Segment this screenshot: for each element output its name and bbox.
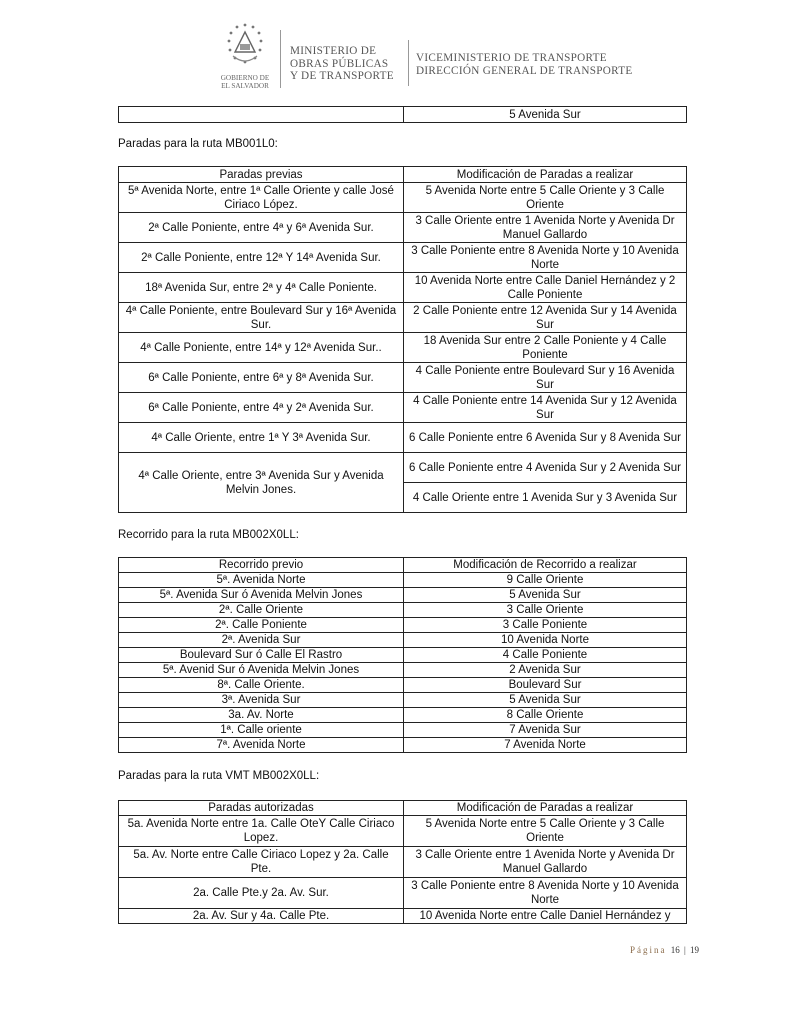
table-cell: 5 Avenida Sur — [404, 107, 687, 123]
table-row — [119, 303, 687, 333]
section-caption: Paradas para la ruta VMT MB002X0LL: — [118, 770, 320, 782]
table-cell: 5ª. Avenida Sur ó Avenida Melvin Jones — [119, 588, 404, 603]
table-row — [119, 363, 687, 393]
table-cell: 4 Calle Oriente entre 1 Avenida Sur y 3 Avenida Sur — [404, 483, 687, 513]
table-row — [119, 909, 687, 924]
vice-ministry-name — [416, 52, 633, 78]
table-row — [119, 107, 687, 123]
ministry-name — [290, 45, 394, 83]
table-cell: 10 Avenida Norte entre Calle Daniel Hernández y — [404, 909, 687, 924]
table-cell: Boulevard Sur ó Calle El Rastro — [119, 648, 404, 663]
table-row — [119, 603, 687, 618]
column-header: Modificación de Paradas a realizar — [404, 801, 687, 816]
table-cell: 2ª. Calle Poniente — [119, 618, 404, 633]
table-row — [119, 213, 687, 243]
table-cell: 4 Calle Poniente entre 14 Avenida Sur y 12 Avenida Sur — [404, 393, 687, 423]
table-row — [119, 878, 687, 909]
table-cell: 2a. Av. Sur y 4a. Calle Pte. — [119, 909, 404, 924]
column-header: Recorrido previo — [119, 558, 404, 573]
table-cell: 2 Avenida Sur — [404, 663, 687, 678]
table-cell: 7 Avenida Norte — [404, 738, 687, 753]
table-cell: 7 Avenida Sur — [404, 723, 687, 738]
column-header: Modificación de Recorrido a realizar — [404, 558, 687, 573]
ministry-line-2: OBRAS PÚBLICAS — [290, 57, 389, 70]
table-cell: 4ª Calle Oriente, entre 1ª Y 3ª Avenida Sur. — [119, 423, 404, 453]
column-header: Modificación de Paradas a realizar — [404, 167, 687, 183]
coat-of-arms-icon — [218, 22, 272, 72]
table-cell: 18 Avenida Sur entre 2 Calle Poniente y 4 Calle Poniente — [404, 333, 687, 363]
table-cell: 4 Calle Poniente entre Boulevard Sur y 16 Avenida Sur — [404, 363, 687, 393]
table-cell: 4 Calle Poniente — [404, 648, 687, 663]
table-row — [119, 423, 687, 453]
table-cell: 3 Calle Oriente entre 1 Avenida Norte y Avenida Dr Manuel Gallardo — [404, 847, 687, 878]
table-cell: 1ª. Calle oriente — [119, 723, 404, 738]
table-row — [119, 243, 687, 273]
table-cell: 6 Calle Poniente entre 4 Avenida Sur y 2 Avenida Sur — [404, 453, 687, 483]
header-divider — [280, 30, 281, 88]
table-row — [119, 633, 687, 648]
table-cell: 5a. Avenida Norte entre 1a. Calle OteY Calle Ciriaco Lopez. — [119, 816, 404, 847]
table-cell: 4ª Calle Poniente, entre Boulevard Sur y 16ª Avenida Sur. — [119, 303, 404, 333]
page-separator: | — [683, 945, 686, 955]
table-cell: 5a. Av. Norte entre Calle Ciriaco Lopez y 2a. Calle Pte. — [119, 847, 404, 878]
vice-line-2: DIRECCIÓN GENERAL DE TRANSPORTE — [416, 65, 633, 77]
page-number: 16 — [670, 945, 680, 955]
table-header-row — [119, 167, 687, 183]
table-cell: 5 Avenida Sur — [404, 588, 687, 603]
table-row — [119, 847, 687, 878]
table-row — [119, 453, 687, 483]
page-footer — [630, 945, 699, 955]
table-cell — [119, 107, 404, 123]
table-row — [119, 393, 687, 423]
table-row — [119, 738, 687, 753]
table-cell: 5 Avenida Sur — [404, 693, 687, 708]
table-cell: 3ª. Avenida Sur — [119, 693, 404, 708]
page-total: 19 — [690, 945, 699, 955]
table-cell: 2ª Calle Poniente, entre 4ª y 6ª Avenida Sur. — [119, 213, 404, 243]
table-cell: 2ª. Avenida Sur — [119, 633, 404, 648]
table-cell: 4ª Calle Oriente, entre 3ª Avenida Sur y Avenida Melvin Jones. — [119, 453, 404, 513]
table-header-row — [119, 801, 687, 816]
table-row — [119, 678, 687, 693]
table-cell: 8ª. Calle Oriente. — [119, 678, 404, 693]
table-cell: 6 Calle Poniente entre 6 Avenida Sur y 8 Avenida Sur — [404, 423, 687, 453]
ministry-line-3: Y DE TRANSPORTE — [290, 70, 394, 82]
table-cell: 3 Calle Poniente — [404, 618, 687, 633]
table-cell: 7ª. Avenida Norte — [119, 738, 404, 753]
table-cell: 9 Calle Oriente — [404, 573, 687, 588]
table-row — [119, 693, 687, 708]
table-row — [119, 573, 687, 588]
table-cell: 5ª. Avenida Norte — [119, 573, 404, 588]
document-header — [212, 20, 632, 102]
table-cell: 5 Avenida Norte entre 5 Calle Oriente y 3 Calle Oriente — [404, 816, 687, 847]
column-header: Paradas autorizadas — [119, 801, 404, 816]
column-header: Paradas previas — [119, 167, 404, 183]
stops-table-mb001l0 — [118, 166, 687, 513]
table-cell: 10 Avenida Norte — [404, 633, 687, 648]
header-divider-2 — [408, 40, 409, 86]
page-label: Página — [629, 945, 667, 955]
table-row — [119, 183, 687, 213]
table-cell: 3 Calle Poniente entre 8 Avenida Norte y 10 Avenida Norte — [404, 243, 687, 273]
table-cell: Boulevard Sur — [404, 678, 687, 693]
table-row — [119, 816, 687, 847]
table-cell: 4ª Calle Poniente, entre 14ª y 12ª Avenida Sur.. — [119, 333, 404, 363]
table-row — [119, 588, 687, 603]
table-row — [119, 333, 687, 363]
table-cell: 3 Calle Poniente entre 8 Avenida Norte y 10 Avenida Norte — [404, 878, 687, 909]
ministry-line-1: MINISTERIO DE — [290, 45, 377, 57]
table-cell: 5 Avenida Norte entre 5 Calle Oriente y 3 Calle Oriente — [404, 183, 687, 213]
table-cell: 8 Calle Oriente — [404, 708, 687, 723]
table-cell: 3a. Av. Norte — [119, 708, 404, 723]
stops-table-vmt-mb002x0ll — [118, 800, 687, 924]
table-cell: 3 Calle Oriente — [404, 603, 687, 618]
table-cell: 6ª Calle Poniente, entre 6ª y 8ª Avenida Sur. — [119, 363, 404, 393]
government-label — [212, 74, 278, 90]
table-row — [119, 663, 687, 678]
table-cell: 2 Calle Poniente entre 12 Avenida Sur y 14 Avenida Sur — [404, 303, 687, 333]
table-cell: 5ª Avenida Norte, entre 1ª Calle Oriente y calle José Ciriaco López. — [119, 183, 404, 213]
table-cell: 2ª Calle Poniente, entre 12ª Y 14ª Avenida Sur. — [119, 243, 404, 273]
vice-line-1: VICEMINISTERIO DE TRANSPORTE — [416, 52, 607, 64]
table-header-row — [119, 558, 687, 573]
table-cell: 18ª Avenida Sur, entre 2ª y 4ª Calle Poniente. — [119, 273, 404, 303]
table-cell: 5ª. Avenid Sur ó Avenida Melvin Jones — [119, 663, 404, 678]
table-row — [119, 273, 687, 303]
continued-table-fragment — [118, 106, 687, 123]
table-cell: 2a. Calle Pte.y 2a. Av. Sur. — [119, 878, 404, 909]
table-cell: 6ª Calle Poniente, entre 4ª y 2ª Avenida Sur. — [119, 393, 404, 423]
gov-line-2: EL SALVADOR — [221, 82, 269, 90]
section-caption: Recorrido para la ruta MB002X0LL: — [118, 529, 299, 541]
gov-line-1: GOBIERNO DE — [220, 74, 270, 82]
table-cell: 2ª. Calle Oriente — [119, 603, 404, 618]
table-cell: 3 Calle Oriente entre 1 Avenida Norte y Avenida Dr Manuel Gallardo — [404, 213, 687, 243]
table-row — [119, 708, 687, 723]
route-table-mb002x0ll — [118, 557, 687, 753]
table-cell: 10 Avenida Norte entre Calle Daniel Hernández y 2 Calle Poniente — [404, 273, 687, 303]
table-row — [119, 648, 687, 663]
table-row — [119, 723, 687, 738]
section-caption: Paradas para la ruta MB001L0: — [118, 138, 278, 150]
table-row — [119, 618, 687, 633]
